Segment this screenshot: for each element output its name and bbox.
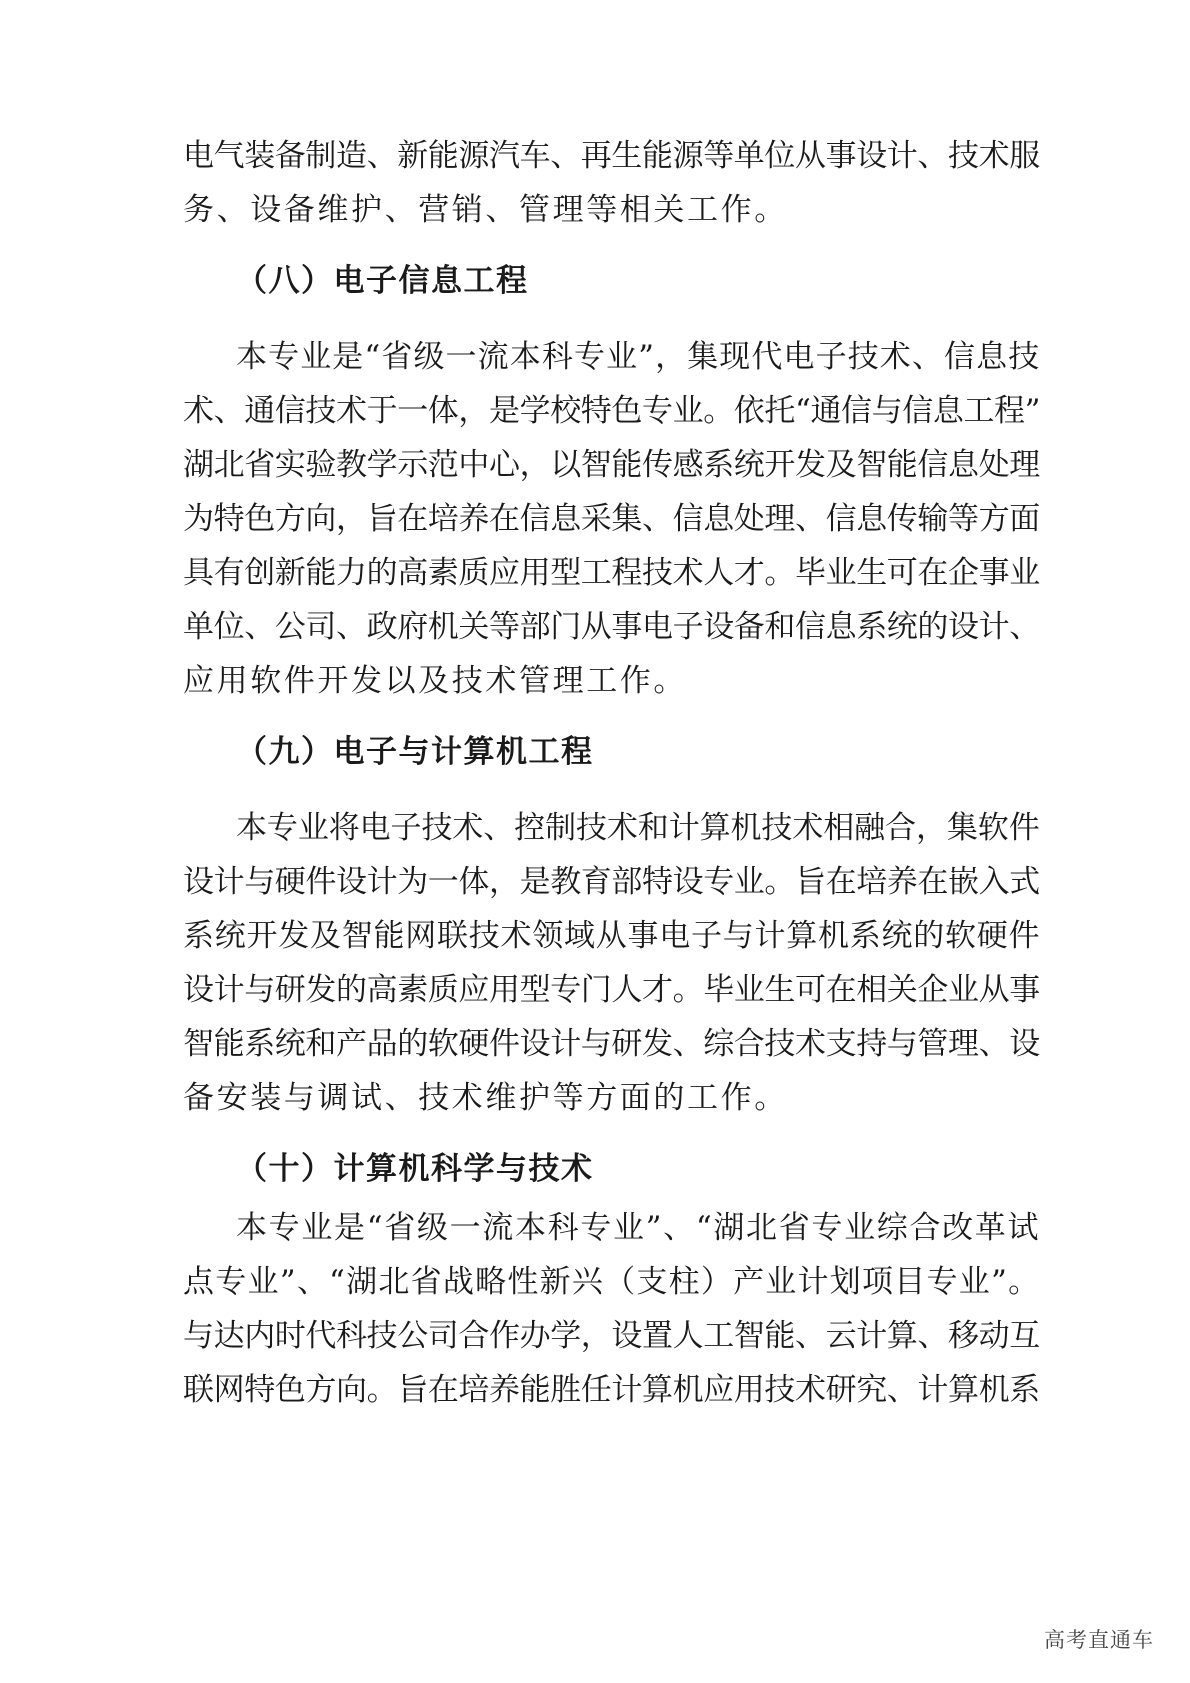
section-heading-8: （八）电子信息工程 bbox=[236, 263, 529, 299]
body-line: 点专业”、“湖北省战略性新兴（支柱）产业计划项目专业”。 bbox=[183, 1264, 1041, 1300]
body-line: 本专业是“省级一流本科专业”、“湖北省专业综合改革试 bbox=[236, 1210, 1041, 1246]
body-line: 备安装与调试、技术维护等方面的工作。 bbox=[183, 1080, 788, 1116]
body-line: 系统开发及智能网联技术领域从事电子与计算机系统的软硬件 bbox=[183, 918, 1041, 954]
section-heading-10: （十）计算机科学与技术 bbox=[236, 1151, 594, 1187]
body-line: 电气装备制造、新能源汽车、再生能源等单位从事设计、技术服 bbox=[183, 138, 1040, 174]
section-heading-9: （九）电子与计算机工程 bbox=[236, 734, 594, 770]
body-line: 为特色方向，旨在培养在信息采集、信息处理、信息传输等方面 bbox=[183, 501, 1040, 537]
body-line: 本专业将电子技术、控制技术和计算机技术相融合，集软件 bbox=[236, 810, 1040, 846]
body-line: 设计与硬件设计为一体，是教育部特设专业。旨在培养在嵌入式 bbox=[183, 864, 1040, 900]
body-line: 本专业是“省级一流本科专业”，集现代电子技术、信息技 bbox=[236, 339, 1041, 375]
body-line: 智能系统和产品的软硬件设计与研发、综合技术支持与管理、设 bbox=[183, 1026, 1040, 1062]
body-line: 联网特色方向。旨在培养能胜任计算机应用技术研究、计算机系 bbox=[183, 1372, 1040, 1408]
body-line: 设计与研发的高素质应用型专门人才。毕业生可在相关企业从事 bbox=[183, 972, 1040, 1008]
body-line: 湖北省实验教学示范中心，以智能传感系统开发及智能信息处理 bbox=[183, 447, 1040, 483]
body-line: 应用软件开发以及技术管理工作。 bbox=[183, 663, 687, 699]
body-line: 与达内时代科技公司合作办学，设置人工智能、云计算、移动互 bbox=[183, 1318, 1040, 1354]
body-line: 务、设备维护、营销、管理等相关工作。 bbox=[183, 192, 788, 228]
body-line: 具有创新能力的高素质应用型工程技术人才。毕业生可在企事业 bbox=[183, 555, 1040, 591]
body-line: 术、通信技术于一体，是学校特色专业。依托“通信与信息工程” bbox=[183, 393, 1041, 429]
body-line: 单位、公司、政府机关等部门从事电子设备和信息系统的设计、 bbox=[183, 609, 1040, 645]
watermark-text: 高考直通车 bbox=[1044, 1628, 1154, 1652]
